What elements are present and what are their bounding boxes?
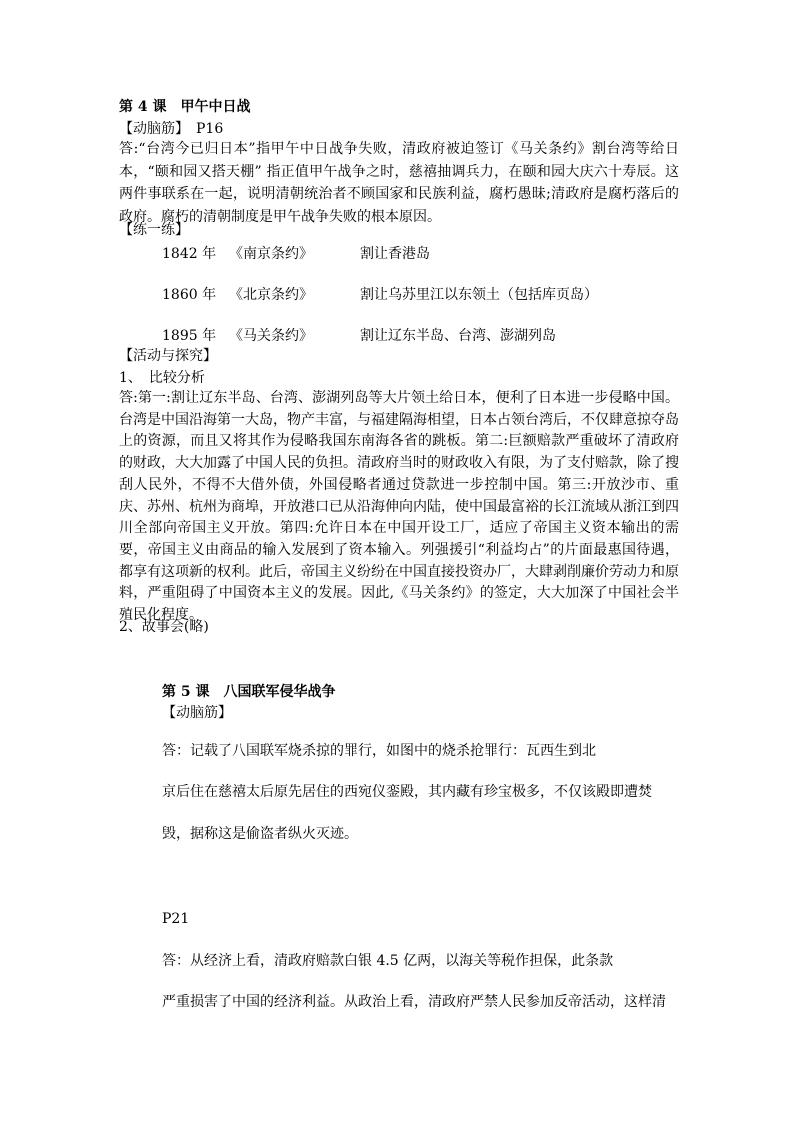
treaty-cession: 割让辽东半岛、台湾、澎湖列岛 <box>360 328 556 344</box>
treaty-row <box>0 244 794 264</box>
treaty-cession: 割让香港岛 <box>360 246 430 262</box>
lesson5-think-heading: 【动脑筋】 <box>162 705 232 721</box>
treaty-name: 《北京条约》 <box>229 287 313 303</box>
lesson4-activity-heading: 【活动与探究】 <box>119 348 217 364</box>
lesson5-answer-line: 京后住在慈禧太后原先居住的西宛仪銮殿，其内藏有珍宝极多，不仅该殿即遭焚 <box>162 784 652 800</box>
lesson5-page-ref: P21 <box>162 911 190 927</box>
lesson5-title: 第 5 课 八国联军侵华战争 <box>162 684 336 700</box>
treaty-row <box>0 285 794 305</box>
lesson4-item2: 2、故事会(略) <box>119 619 209 635</box>
lesson4-item1-answer: 答:第一:割让辽东半岛、台湾、澎湖列岛等大片领土给日本，便利了日本进一步侵略中国。台湾是中国沿海第一大岛，物产丰富，与福建隔海相望，日本占领台湾后，不仅肆意掠夺岛上的资源，而且又将其作为侵略我国东南海各省的跳板。第二:巨额赔款严重破坏了清政府的财政，大大加露了中国人民的负担。清政府当时的财政收入有限，为了支付赔款，除了搜刮人民外，不得不大借外债，外国侵略者通过贷款进一步控制中国。第三:开放沙市、重庆、苏州、杭州为商埠，开放港口已从沿海伸向内陆，使中国最富裕的长江流域从浙江到四川全部向帝国主义开放。第四:允许日本在中国开设工厂，适应了帝国主义资本输出的需要，帝国主义由商品的输入发展到了资本输入。列强援引“利益均占”的片面最惠国待遇，都享有这项新的权利。此后，帝国主义纷纷在中国直接投资办厂，大肆剥削廉价劳动力和原料，严重阻碍了中国资本主义的发展。因此,《马关条约》的签定，大大加深了中国社会半殖民化程度。 <box>119 390 679 624</box>
lesson5-answer-line: 毁，据称这是偷盗者纵火灭迹。 <box>162 826 358 842</box>
lesson4-think-heading: 【动脑筋】 P16 <box>119 121 224 137</box>
treaty-name: 《马关条约》 <box>229 328 313 344</box>
treaty-cession: 割让乌苏里江以东领土（包括库页岛） <box>360 287 598 303</box>
treaty-row <box>0 326 794 346</box>
lesson4-item1: 1、 比较分析 <box>119 370 205 386</box>
lesson4-title: 第 4 课 甲午中日战 <box>119 99 251 115</box>
treaty-name: 《南京条约》 <box>229 246 313 262</box>
treaty-year: 1842 年 <box>162 246 217 262</box>
lesson4-think-answer: 答:“台湾今已归日本”指甲午中日战争失败，清政府被迫签订《马关条约》割台湾等给日本，“颐和园又搭天棚” 指正值甲午战争之时，慈禧抽调兵力，在颐和园大庆六十寿辰。这两件事联系在一起，说明清朝统治者不顾国家和民族利益，腐朽愚昧;清政府是腐朽落后的政府。腐朽的清朝制度是甲午战争失败的根本原因。 <box>119 141 679 225</box>
lesson5-answer2-line: 答：从经济上看，清政府赔款白银 4.5 亿两，以海关等税作担保，此条款 <box>162 953 614 969</box>
treaty-year: 1860 年 <box>162 287 217 303</box>
lesson4-practice-heading: 【练一练】 <box>119 222 189 238</box>
lesson5-answer-line: 答：记载了八国联军烧杀掠的罪行，如图中的烧杀抢罪行：瓦西生到北 <box>162 743 596 759</box>
treaty-year: 1895 年 <box>162 328 217 344</box>
lesson5-answer2-line: 严重损害了中国的经济利益。从政治上看，清政府严禁人民参加反帝活动，这样清 <box>162 994 666 1010</box>
